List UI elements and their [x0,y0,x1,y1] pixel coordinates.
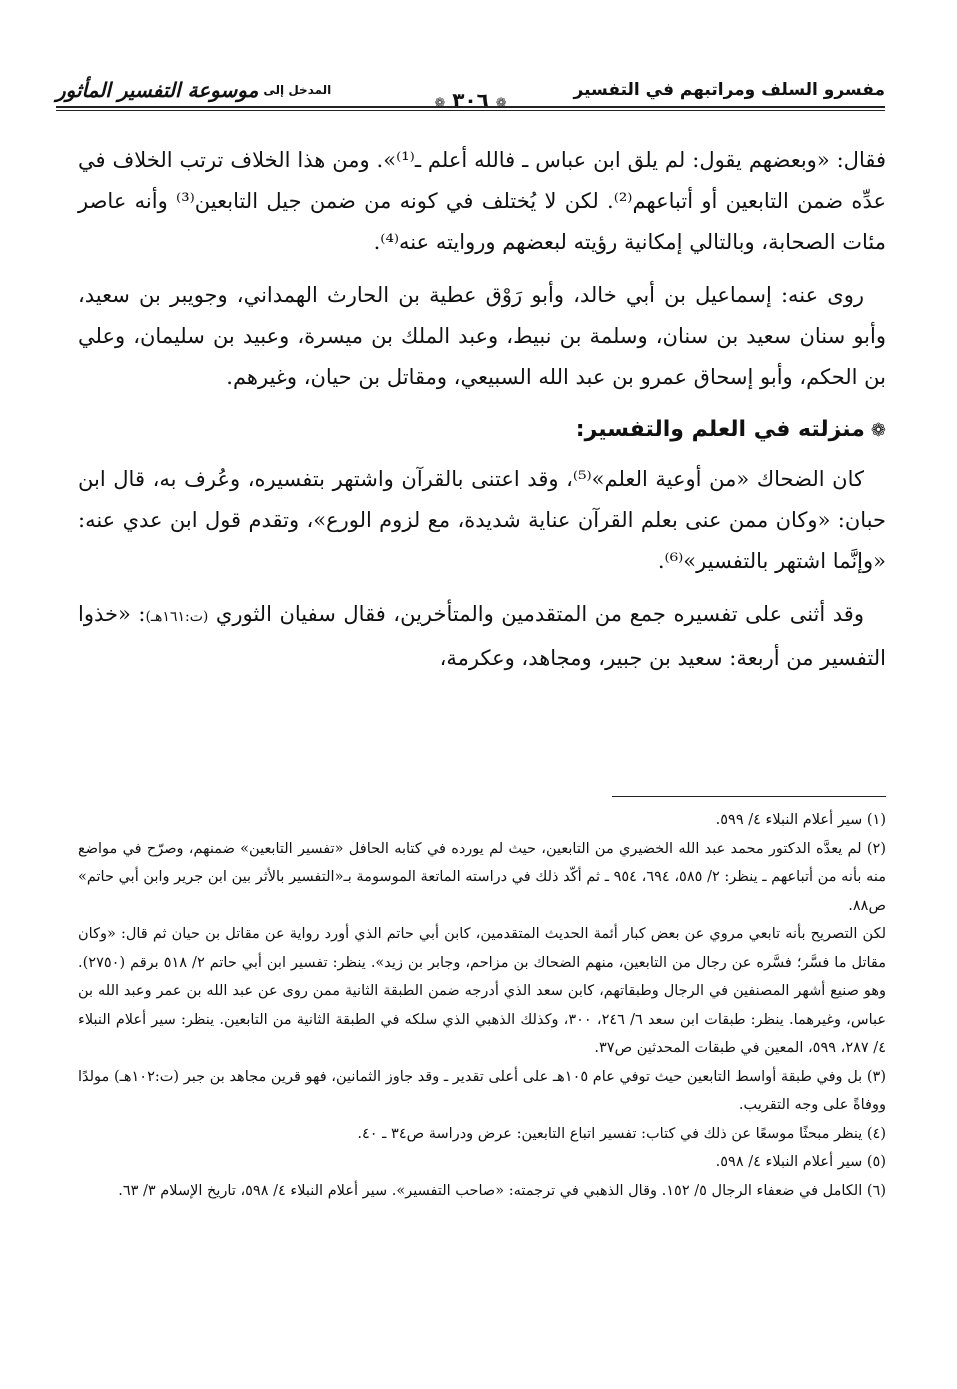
header-rule [56,110,885,111]
footnotes [78,806,886,1205]
page-number-block [428,88,512,112]
running-header [56,78,885,118]
main-text [78,140,886,691]
footnote: (٢) لم يعدَّه الدكتور محمد عبد الله الخضيري من التابعين، حيث لم يورده في كتابه الحافل «تفسير التابعين» ضمنهم، وصرّح في مواضع منه بأنه من أتباعهم ـ ينظر: ٢/ ٥٨٥، ٦٩٤، ٩٥٤ ـ ثم أكّد ذلك في دراسته الماتعة الموسومة بـ«التفسير بالأثر بين ابن جرير وابن أبي حاتم» ص٨٨. [78,840,886,914]
paragraph-text: : «خذوا التفسير من أربعة: سعيد بن جبير، ومجاهد، وعكرمة، [78,602,886,670]
footnote: (١) سير أعلام النبلاء ٤/ ٥٩٩. [715,812,886,828]
paragraph: روى عنه: إسماعيل بن أبي خالد، وأبو رَوْق عطية بن الحارث الهمداني، وجويبر بن سعيد، وأبو سنان سعيد بن سنان، وسلمة بن نبيط، وعبد الملك بن ميسرة، وعبيد بن سليمان، وعلي بن الحكم، وأبو إسحاق عمرو بن عبد الله السبيعي، ومقاتل بن حيان، وغيرهم. [78,283,886,389]
paragraph: كان الضحاك «من أوعية العلم»⁽⁵⁾، وقد اعتنى بالقرآن واشتهر بتفسيره، وعُرف به، قال ابن حبان: «وكان ممن عنى بعلم القرآن عناية شديدة، مع لزوم الورع»، وتقدم قول ابن عدي عنه: «وإنَّما اشتهر بالتفسير»⁽⁶⁾. [78,467,886,573]
series-title: موسوعة التفسير المأثور [56,78,259,102]
footnote: (٦) الكامل في ضعفاء الرجال ٥/ ١٥٢. وقال الذهبي في ترجمته: «صاحب التفسير». سير أعلام النبلاء ٤/ ٥٩٨، تاريخ الإسلام ٣/ ٦٣. [118,1182,886,1199]
paragraph-text: وقد أثنى على تفسيره جمع من المتقدمين والمتأخرين، فقال سفيان الثوري [215,602,864,626]
footnote: (٥) سير أعلام النبلاء ٤/ ٥٩٨. [715,1154,886,1170]
page-number: ٣٠٦ [452,88,489,112]
ornament-icon: ❁ [495,96,507,111]
intro-label: المدخل إلى [263,83,332,97]
death-date: (ت:١٦١هـ) [145,609,209,625]
header-rule [56,106,885,108]
footnote-rule [612,796,886,797]
ornament-icon: ❁ [434,96,446,111]
section-heading [78,410,886,451]
footnote: (٣) بل وفي طبقة أواسط التابعين حيث توفي عام ١٠٥هـ على أعلى تقدير ـ وقد جاوز الثمانين، فهو قرين مجاهد بن جبر (ت:١٠٢هـ) مولدًا ووفاةً على وجه التقريب. [78,1068,886,1113]
paragraph [78,594,886,679]
paragraph: فقال: «وبعضهم يقول: لم يلق ابن عباس ـ فالله أعلم ـ⁽¹⁾». ومن هذا الخلاف ترتب الخلاف في عدِّه ضمن التابعين أو أتباعهم⁽²⁾. لكن لا يُختلف في كونه من ضمن جيل التابعين⁽³⁾ وأنه عاصر مئات الصحابة، وبالتالي إمكانية رؤيته لبعضهم وروايته عنه⁽⁴⁾. [78,148,886,254]
series-logo [56,78,331,102]
flower-icon: ❁ [870,420,886,441]
chapter-title: مفسرو السلف ومراتبهم في التفسير [573,80,885,100]
footnote: لكن التصريح بأنه تابعي مروي عن بعض كبار أئمة الحديث المتقدمين، كابن أبي حاتم الذي أورد رواية عن مقاتل بن حيان ثم قال: «وكان مقاتل ما فسَّر؛ فسَّره عن رجال من التابعين، منهم الضحاك بن مزاحم، وجابر بن زيد». ينظر: تفسير ابن أبي حاتم ٢/ ٥١٨ برقم (٢٧٥٠). وهو صنيع أشهر المصنفين في الرجال وطبقاتهم، كابن سعد الذي أدرجه ضمن الطبقة الثانية ممن روى عن عبد الله بن عمر وعبد الله بن عباس، وغيرهما. ينظر: طبقات ابن سعد ٦/ ٢٤٦، ٣٠٠، وكذلك الذهبي الذي سلكه في الطبقة الثانية من التابعين. ينظر: سير أعلام النبلاء ٤/ ٢٨٧، ٥٩٩، المعين في طبقات المحدثين ص٣٧. [78,926,887,1056]
footnote: (٤) ينظر مبحثًا موسعًا عن ذلك في كتاب: تفسير اتباع التابعين: عرض ودراسة ص٣٤ ـ ٤٠. [357,1125,886,1142]
section-heading-text: منزلته في العلم والتفسير: [575,417,865,442]
